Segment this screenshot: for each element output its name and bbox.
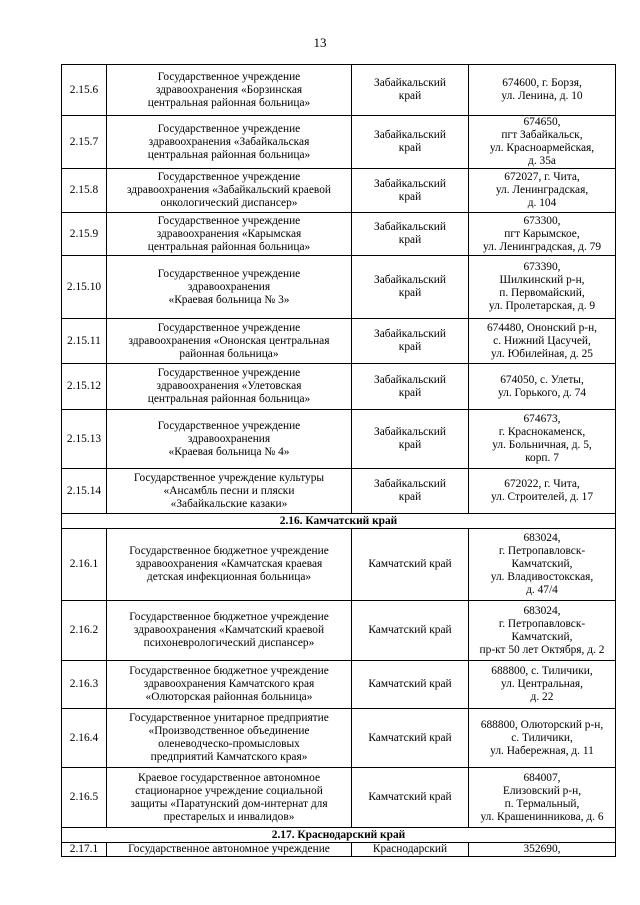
organization-name: Государственное учреждение здравоохранения «Забайкальский краевой онкологический диспансер» (107, 169, 352, 213)
entry-number: 2.15.14 (62, 469, 107, 514)
table-row (62, 709, 616, 768)
region-name: Забайкальский край (352, 364, 469, 410)
postal-address: 674600, г. Борзя, ул. Ленина, д. 10 (469, 65, 616, 116)
organization-name: Государственное учреждение здравоохранения «Борзинская центральная районная больница» (107, 65, 352, 116)
region-name: Камчатский край (352, 661, 469, 709)
entry-number: 2.16.5 (62, 768, 107, 828)
organization-name: Государственное учреждение здравоохранения «Карымская центральная районная больница» (107, 213, 352, 256)
table-row (62, 256, 616, 319)
table-row (62, 843, 616, 857)
region-name: Камчатский край (352, 768, 469, 828)
entry-number: 2.15.11 (62, 319, 107, 364)
entry-number: 2.15.12 (62, 364, 107, 410)
organization-name: Государственное унитарное предприятие «Производственное объединение оленеводческо-промысловых предприятий Камчатского края» (107, 709, 352, 768)
table-row (62, 529, 616, 601)
postal-address: 672022, г. Чита, ул. Строителей, д. 17 (469, 469, 616, 514)
region-name: Забайкальский край (352, 116, 469, 169)
section-title: 2.17. Краснодарский край (62, 828, 616, 843)
postal-address: 673300, пгт Карымское, ул. Ленинградская, д. 79 (469, 213, 616, 256)
entry-number: 2.15.10 (62, 256, 107, 319)
entry-number: 2.15.8 (62, 169, 107, 213)
postal-address: 673390, Шилкинский р-н, п. Первомайский, ул. Пролетарская, д. 9 (469, 256, 616, 319)
table-row (62, 169, 616, 213)
region-name: Камчатский край (352, 709, 469, 768)
region-name: Краснодарский (352, 843, 469, 857)
organization-name: Государственное бюджетное учреждение здравоохранения Камчатского края «Олюторская районная больница» (107, 661, 352, 709)
region-name: Забайкальский край (352, 213, 469, 256)
region-name: Забайкальский край (352, 410, 469, 469)
postal-address: 352690, (469, 843, 616, 857)
region-name: Забайкальский край (352, 256, 469, 319)
entry-number: 2.16.3 (62, 661, 107, 709)
entry-number: 2.16.2 (62, 601, 107, 661)
organization-name: Государственное учреждение здравоохранения «Ононская центральная районная больница» (107, 319, 352, 364)
table-row (62, 65, 616, 116)
organization-name: Государственное бюджетное учреждение здравоохранения «Камчатский краевой психоневрологический диспансер» (107, 601, 352, 661)
table-row (62, 768, 616, 828)
postal-address: 674650, пгт Забайкальск, ул. Красноармейская, д. 35а (469, 116, 616, 169)
organization-name: Государственное учреждение здравоохранения «Краевая больница № 4» (107, 410, 352, 469)
table-row (62, 116, 616, 169)
postal-address: 674480, Ононский р-н, с. Нижний Цасучей, ул. Юбилейная, д. 25 (469, 319, 616, 364)
entry-number: 2.16.1 (62, 529, 107, 601)
entry-number: 2.17.1 (62, 843, 107, 857)
region-name: Камчатский край (352, 601, 469, 661)
postal-address: 688800, Олюторский р-н, с. Тиличики, ул. Набережная, д. 11 (469, 709, 616, 768)
table-row (62, 661, 616, 709)
section-header-row (62, 828, 616, 843)
table-row (62, 319, 616, 364)
postal-address: 684007, Елизовский р-н, п. Термальный, ул. Крашенинникова, д. 6 (469, 768, 616, 828)
organization-name: Государственное учреждение здравоохранения «Улетовская центральная районная больница» (107, 364, 352, 410)
entry-number: 2.16.4 (62, 709, 107, 768)
table-row (62, 601, 616, 661)
entry-number: 2.15.9 (62, 213, 107, 256)
table-row (62, 469, 616, 514)
region-name: Забайкальский край (352, 65, 469, 116)
organization-name: Государственное учреждение культуры «Ансамбль песни и пляски «Забайкальские казаки» (107, 469, 352, 514)
region-name: Забайкальский край (352, 319, 469, 364)
table-row (62, 213, 616, 256)
postal-address: 683024, г. Петропавловск- Камчатский, пр-кт 50 лет Октября, д. 2 (469, 601, 616, 661)
organization-name: Государственное учреждение здравоохранения «Краевая больница № 3» (107, 256, 352, 319)
organization-name: Краевое государственное автономное стационарное учреждение социальной защиты «Паратунский дом-интернат для престарелых и инвалидов» (107, 768, 352, 828)
entry-number: 2.15.13 (62, 410, 107, 469)
postal-address: 674050, с. Улеты, ул. Горького, д. 74 (469, 364, 616, 410)
postal-address: 683024, г. Петропавловск- Камчатский, ул. Владивостокская, д. 47/4 (469, 529, 616, 601)
section-header-row (62, 514, 616, 529)
table-row (62, 364, 616, 410)
postal-address: 688800, с. Тиличики, ул. Центральная, д. 22 (469, 661, 616, 709)
region-name: Камчатский край (352, 529, 469, 601)
page-number: 13 (313, 35, 327, 50)
table-body (62, 65, 616, 857)
entry-number: 2.15.7 (62, 116, 107, 169)
table-row (62, 410, 616, 469)
postal-address: 672027, г. Чита, ул. Ленинградская, д. 104 (469, 169, 616, 213)
organization-name: Государственное бюджетное учреждение здравоохранения «Камчатская краевая детская инфекционная больница» (107, 529, 352, 601)
postal-address: 674673, г. Краснокаменск, ул. Больничная, д. 5, корп. 7 (469, 410, 616, 469)
entry-number: 2.15.6 (62, 65, 107, 116)
region-name: Забайкальский край (352, 469, 469, 514)
organization-name: Государственное учреждение здравоохранения «Забайкальская центральная районная больница» (107, 116, 352, 169)
organizations-table (61, 64, 616, 857)
region-name: Забайкальский край (352, 169, 469, 213)
section-title: 2.16. Камчатский край (62, 514, 616, 529)
organization-name: Государственное автономное учреждение (107, 843, 352, 857)
